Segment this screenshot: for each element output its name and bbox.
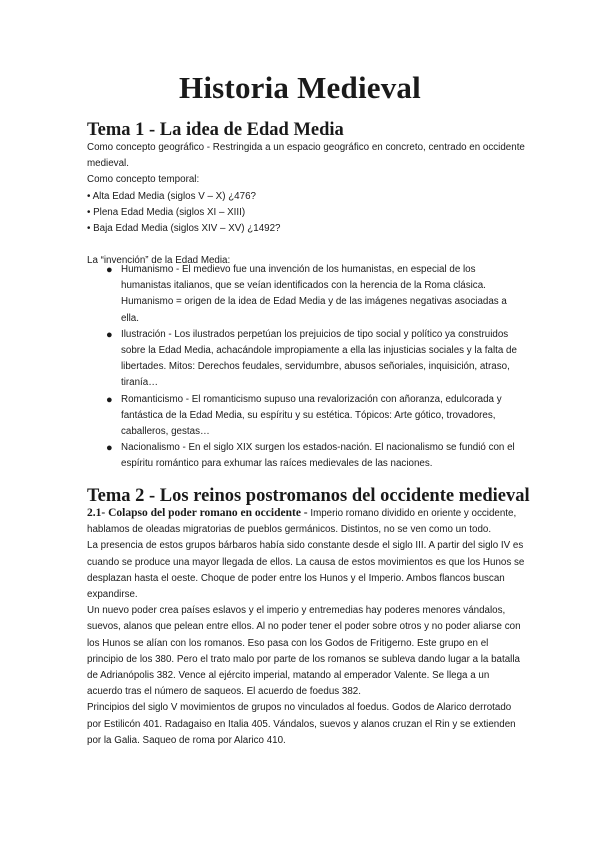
tema2-heading: Tema 2 - Los reinos postromanos del occidente medieval [87, 486, 530, 506]
list-item-text: Nacionalismo - En el siglo XIX surgen los estados-nación. El nacionalismo se fundió con el espíritu romántico para exhumar las raíces medievales de las naciones. [121, 442, 515, 470]
bullet-icon: ● [106, 264, 113, 276]
bullet-icon: ● [106, 442, 113, 455]
list-item-text: Ilustración - Los ilustrados perpetúan los prejuicios de tipo social y político ya construidos sobre la Edad Media, achacándole impropiamente a ella las injusticias sociales y la falta de libertades. Mitos: Derechos feudales, servidumbre, abusos señoriales, inquisición, atraso, tiranía… [121, 328, 517, 389]
list-item [87, 440, 527, 472]
list-item [87, 327, 527, 392]
tema2-subheading: 2.1- Colapso del poder romano en occidente - [87, 507, 308, 519]
bullet-icon: ● [106, 328, 113, 341]
list-item [87, 262, 527, 327]
list-item [87, 392, 527, 441]
paragraph: La presencia de estos grupos bárbaros había sido constante desde el siglo III. A partir del siglo IV es cuando se produce una mayor llegada de ellos. La causa de estos movimientos es que los Hunos se desplazan hasta el oeste. Choque de poder entre los Hunos y el Imperio. Ambos flancos buscan expandirse. [87, 540, 525, 601]
tema2-body [87, 505, 527, 749]
paragraph: Principios del siglo V movimientos de grupos no vinculados al foedus. Godos de Alarico derrotado por Estilicón 401. Radagaiso en Italia 405. Vándalos, suevos y alanos cruzan el Rin y se extienden por la Galia. Saqueo de roma por Alarico 410. [87, 702, 516, 746]
tema1-intro [87, 140, 527, 269]
list-item-text: Humanismo - El medievo fue una invención de los humanistas, en especial de los humanistas italianos, que se veían identificados con la herencia de la Roma clásica. Humanismo = origen de la idea de Edad Media y de las imágenes negativas asociadas a ella. [121, 264, 507, 324]
intro-line: • Plena Edad Media (siglos XI – XIII) [87, 206, 246, 218]
page-title: Historia Medieval [179, 70, 421, 105]
intro-line: • Baja Edad Media (siglos XIV – XV) ¿1492? [87, 223, 281, 235]
tema2-subheading-text: Imperio romano dividido en oriente y occidente, hablamos de oleadas migratorias de pueblos germánicos. Distintos, no se ven como un todo. [87, 508, 517, 536]
paragraph: Un nuevo poder crea países eslavos y el imperio y entremedias hay poderes menores vándalos, suevos, alanos que pelean entre ellos. Al no poder tener el poder sobre otros y no poder aliarse con los Hunos se alían con los romanos. Eso pasa con los Godos de Fritigerno. Este grupo en el principio de los 380. Pero el trato malo por parte de los romanos se subleva dando lugar a la batalla de Adrianópolis 382. Vence al ejército imperial, matando al emperador Valente. Se llega a un acuerdo tras el número de saqueos. El acuerdo de foedus 382. [87, 605, 521, 698]
tema1-bullet-list [87, 262, 527, 473]
list-item-text: Romanticismo - El romanticismo supuso una revalorización con añoranza, edulcorada y fantástica de la Edad Media, su espíritu y su estética. Tópicos: Arte gótico, trovadores, caballeros, gestas… [121, 393, 502, 438]
intro-line: Como concepto temporal: [87, 174, 200, 186]
intro-line: Como concepto geográfico - Restringida a un espacio geográfico en concreto, centrado en occidente medieval. [87, 142, 525, 170]
tema2-intro [87, 505, 527, 538]
bullet-icon: ● [106, 393, 113, 406]
invencion-label: La “invención” de la Edad Media: [87, 255, 231, 267]
tema1-heading: Tema 1 - La idea de Edad Media [87, 120, 344, 140]
intro-line: • Alta Edad Media (siglos V – X) ¿476? [87, 190, 256, 202]
